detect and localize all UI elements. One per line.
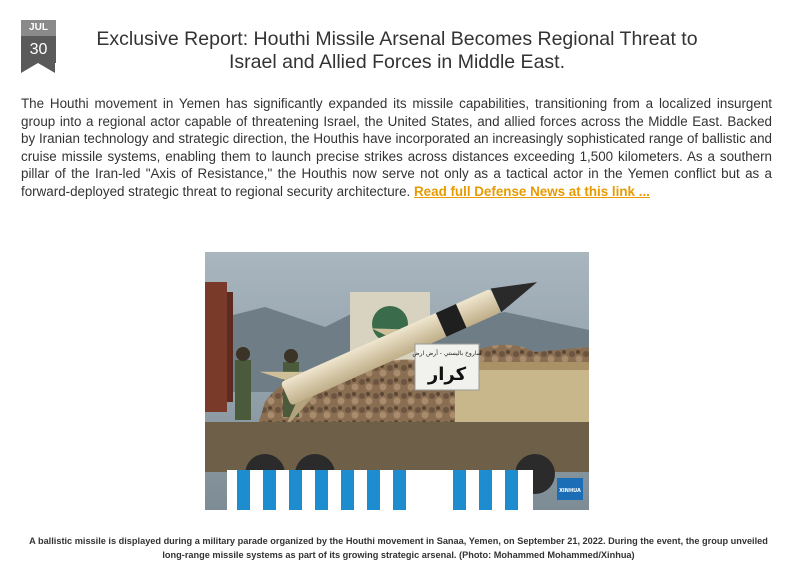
banner-main-text: كرار — [427, 364, 467, 385]
photo-caption: A ballistic missile is displayed during a military parade organized by the Houthi movement in Sanaa, Yemen, on September 21, 2022. During the event, the group unveiled long-range missile systems as part of its growing strategic arsenal. (Photo: Mohammed Mohammed/Xinhua) — [29, 536, 768, 560]
date-badge-notch — [21, 63, 55, 73]
read-more-link[interactable]: Read full Defense News at this link ... — [414, 183, 650, 199]
watermark-text: XINHUA — [559, 488, 581, 494]
article-title-line-1: Exclusive Report: Houthi Missile Arsenal Becomes Regional Threat to — [96, 28, 698, 50]
article-title — [72, 28, 722, 74]
article-photo — [205, 252, 589, 510]
date-month: JUL — [21, 20, 56, 36]
date-day: 30 — [21, 36, 56, 63]
article-title-line-2: Israel and Allied Forces in Middle East. — [229, 51, 565, 73]
date-badge — [21, 20, 56, 73]
article-body-text: The Houthi movement in Yemen has significantly expanded its missile capabilities, transitioning from a localized insurgent group into a regional actor capable of threatening Israel, the United States, and allied forces across the Middle East. Backed by Iranian technology and strategic direction, the Houthis have incorporated an increasingly sophisticated range of ballistic and cruise missile systems, enabling them to launch precise strikes across distances exceeding 1,500 kilometers. As a southern pillar of the Iran-led "Axis of Resistance," the Houthis now serve not only as a tactical actor in the Yemen conflict but as a forward-deployed strategic threat to regional security architecture. — [21, 96, 772, 199]
banner-small-text: صاروخ باليستي - أرض ارض — [412, 350, 482, 357]
article-body — [21, 95, 772, 201]
